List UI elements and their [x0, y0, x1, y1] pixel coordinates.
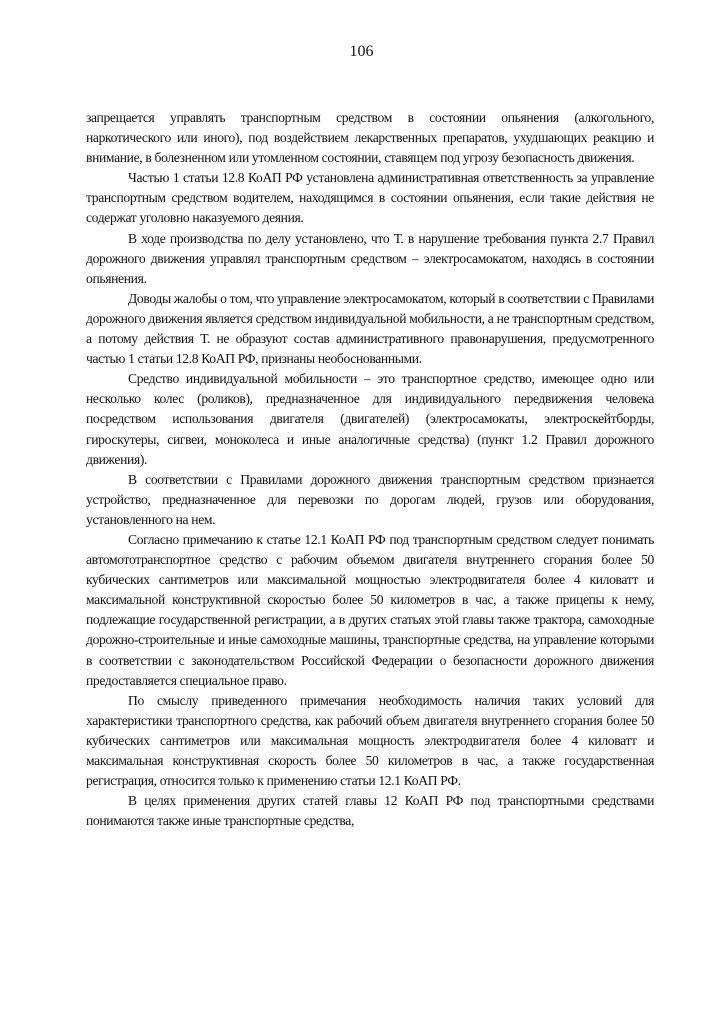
paragraph: Доводы жалобы о том, что управление электросамокатом, который в соответствии с Правилами дорожного движения является средством индивидуальной мобильности, а не транспортным средством, а потому действия Т. не образуют состав административного правонарушения, предусмотренного частью 1 статьи 12.8 КоАП РФ, признаны необоснованными.	[86, 290, 654, 367]
paragraph: Согласно примечанию к статье 12.1 КоАП РФ под транспортным средством следует понимать автомототранспортное средство с рабочим объемом двигателя внутреннего сгорания более 50 кубических сантиметров или максимальной мощностью электродвигателя более 4 киловатт и максимальной конструктивной скоростью более 50 километров в час, а также прицепы к нему, подлежащие государственной регистрации, а в других статьях этой главы также трактора, самоходные дорожно-строительные и иные самоходные машины, транспортные средства, на управление которыми в соответствии с законодательством Российской Федерации о безопасности дорожного движения предоставляется специальное право.	[86, 531, 654, 688]
document-body	[86, 108, 654, 831]
page-number: 106	[349, 43, 374, 60]
paragraph: Средство индивидуальной мобильности – это транспортное средство, имеющее одно или несколько колес (роликов), предназначенное для индивидуального передвижения человека посредством использования двигателя (двигателей) (электросамокаты, электроскейтборды, гироскутеры, сигвеи, моноколеса и иные аналогичные средства) (пункт 1.2 Правил дорожного движения).	[86, 371, 654, 467]
paragraph: По смыслу приведенного примечания необходимость наличия таких условий для характеристики транспортного средства, как рабочий объем двигателя внутреннего сгорания более 50 кубических сантиметров или максимальная мощность электродвигателя более 4 киловатт и максимальная конструктивная скорость более 50 километров в час, а также государственная регистрация, относится только к применению статьи 12.1 КоАП РФ.	[86, 692, 654, 789]
paragraph: запрещается управлять транспортным средством в состоянии опьянения (алкогольного, наркотического или иного), под воздействием лекарственных препаратов, ухудшающих реакцию и внимание, в болезненном или утомленном состоянии, ставящем под угрозу безопасность движения.	[86, 110, 654, 166]
paragraph: В соответствии с Правилами дорожного движения транспортным средством признается устройство, предназначенное для перевозки по дорогам людей, грузов или оборудования, установленного на нем.	[86, 471, 654, 527]
paragraph: Частью 1 статьи 12.8 КоАП РФ установлена административная ответственность за управление транспортным средством водителем, находящимся в состоянии опьянения, если такие действия не содержат уголовно наказуемого деяния.	[86, 170, 654, 226]
paragraph: В ходе производства по делу установлено, что Т. в нарушение требования пункта 2.7 Правил дорожного движения управлял транспортным средством – электросамокатом, находясь в состоянии опьянения.	[86, 230, 654, 286]
paragraph: В целях применения других статей главы 12 КоАП РФ под транспортными средствами понимаются также иные транспортные средства,	[86, 793, 654, 829]
